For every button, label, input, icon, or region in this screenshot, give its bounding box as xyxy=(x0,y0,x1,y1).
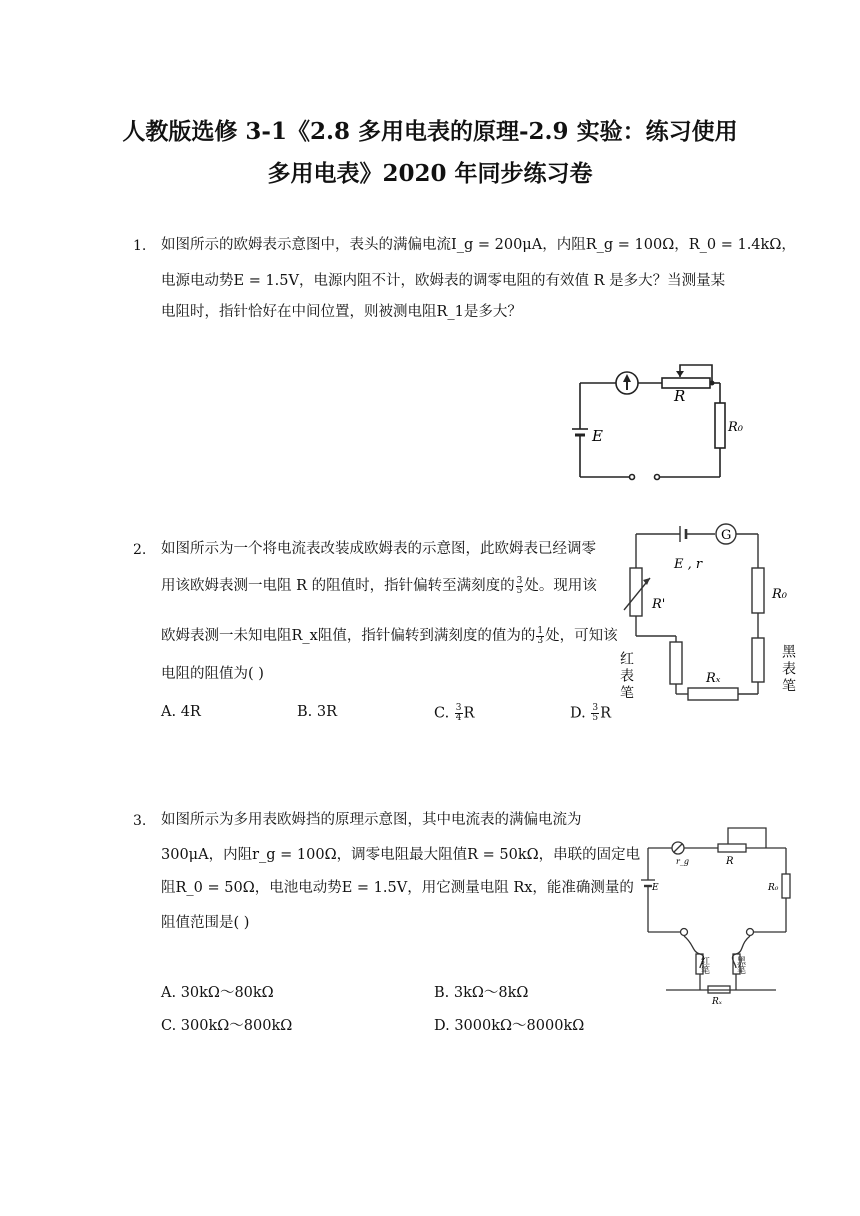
q2-label-Er: E , r xyxy=(674,557,703,572)
q1-text-line-1: 如图所示的欧姆表示意图中，表头的满偏电流I_g = 200μA，内阻R_g = 100Ω，R_0 = 1.4kΩ， xyxy=(161,237,796,253)
q2-number: 2. xyxy=(133,542,147,558)
q3-option-a[interactable]: A. 30kΩ～80kΩ xyxy=(161,985,274,1001)
q3-text-line-2: 300μA，内阻r_g = 100Ω，调零电阻最大阻值R = 50kΩ，串联的固定电 xyxy=(161,847,641,863)
q2-label-R0: R₀ xyxy=(772,587,787,602)
q3-label-R: R xyxy=(726,856,734,867)
q2-line-2-start: 用该欧姆表测一电阻 R 的阻值时，指针偏转至满刻度的 xyxy=(161,578,515,594)
q3-label-black-probe: 黑笔 xyxy=(735,956,745,974)
q2-label-red-probe: 红表笔 xyxy=(618,651,634,702)
q2-variable-arrowhead xyxy=(643,578,650,585)
q1-text-line-3: 电阻时，指针恰好在中间位置，则被测电阻R_1是多大？ xyxy=(161,304,522,320)
q1-circuit-diagram xyxy=(570,355,743,485)
q2-text-line-2 xyxy=(161,576,597,596)
q3-option-c[interactable]: C. 300kΩ～800kΩ xyxy=(161,1018,293,1034)
q1-number: 1. xyxy=(133,238,147,254)
document-title-line-2: 多用电表》2020 年同步练习卷 xyxy=(267,160,593,187)
q2-text-line-3 xyxy=(161,626,618,646)
q2-circuit-diagram xyxy=(618,516,808,716)
q3-text-line-1: 如图所示为多用表欧姆挡的原理示意图，其中电流表的满偏电流为 xyxy=(161,812,582,828)
q1-label-E: E xyxy=(592,427,603,445)
q3-label-rg: r_g xyxy=(676,857,689,866)
q3-option-b[interactable]: B. 3kΩ～8kΩ xyxy=(434,985,529,1001)
q1-text-line-2: 电源电动势E = 1.5V，电源内阻不计，欧姆表的调零电阻的有效值 R 是多大？当测量某 xyxy=(161,273,726,289)
q2-fraction-three-fifths: $\frac{3}{5}$ xyxy=(516,575,523,596)
q3-text-line-3: 阻R_0 = 50Ω，电池电动势E = 1.5V，用它测量电阻 Rx，能准确测量的 xyxy=(161,880,634,896)
q2-label-Rx: Rₓ xyxy=(706,671,721,686)
q1-label-R: R xyxy=(674,387,686,405)
q3-text-line-4: 阻值范围是( ) xyxy=(161,915,250,931)
q2-option-a[interactable]: A. 4R xyxy=(161,704,201,720)
q2-line-3-end: 处，可知该 xyxy=(545,628,618,644)
q2-option-c[interactable]: C. $\frac{3}{4}$ R xyxy=(434,703,475,723)
q2-line-2-end: 处。现用该 xyxy=(524,578,597,594)
q2-text-line-4: 电阻的阻值为( ) xyxy=(161,666,264,682)
document-title-line-1: 人教版选修 3-1《2.8 多用电表的原理-2.9 实验：练习使用 xyxy=(122,118,738,145)
q3-option-d[interactable]: D. 3000kΩ～8000kΩ xyxy=(434,1018,585,1034)
q1-label-R0: R₀ xyxy=(728,420,743,435)
q2-text-line-1: 如图所示为一个将电流表改装成欧姆表的示意图，此欧姆表已经调零 xyxy=(161,541,596,557)
q2-label-G: G xyxy=(721,528,732,543)
q2-label-Rprime: R' xyxy=(652,597,666,612)
q3-label-R0: R₀ xyxy=(768,883,779,893)
q2-line-3-start: 欧姆表测一未知电阻R_x阻值，指针偏转到满刻度的值为的 xyxy=(161,628,536,644)
q3-label-E: E xyxy=(652,883,659,893)
q2-fraction-one-third: $\frac{1}{3}$ xyxy=(537,625,544,646)
q3-circuit-diagram xyxy=(636,822,806,1008)
q2-label-black-probe: 黑表笔 xyxy=(780,644,796,695)
q2-option-d[interactable]: D. $\frac{3}{5}$ R xyxy=(570,703,611,723)
q3-label-red-probe: 红笔 xyxy=(699,956,709,974)
q3-number: 3. xyxy=(133,813,147,829)
q3-label-Rx: Rₓ xyxy=(712,997,722,1007)
q2-option-b[interactable]: B. 3R xyxy=(297,704,338,720)
